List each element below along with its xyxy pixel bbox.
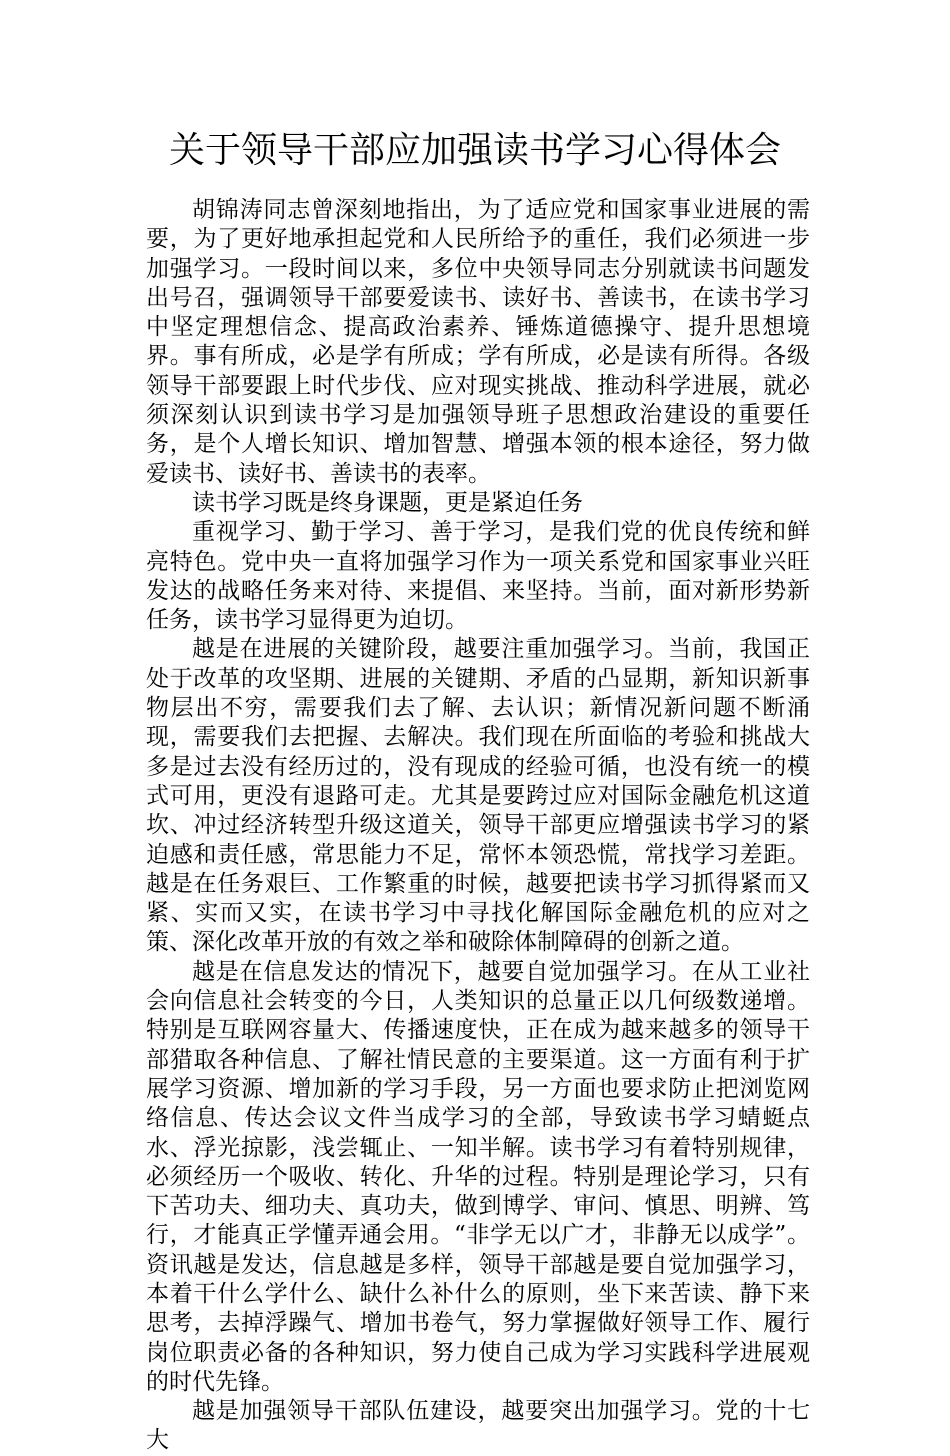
paragraph-key-stage: 越是在进展的关键阶段，越要注重加强学习。当前，我国正处于改革的攻坚期、进展的关键期、矛盾的凸显期，新知识新事物层出不穷，需要我们去了解、去认识；新情况新问题不断涌现，需要我们去把握、去解决。我们现在所面临的考验和挑战大多是过去没有经历过的，没有现成的经验可循，也没有统一的模式可用，更没有退路可走。尤其是要跨过应对国际金融危机这道坎、冲过经济转型升级这道关，领导干部更应增强读书学习的紧迫感和责任感，常思能力不足，常怀本领恐慌，常找学习差距。越是在任务艰巨、工作繁重的时候，越要把读书学习抓得紧而又紧、实而又实，在读书学习中寻找化解国际金融危机的应对之策、深化改革开放的有效之举和破除体制障碍的创新之道。 xyxy=(146,636,810,956)
document-body xyxy=(146,196,810,1456)
section-heading: 读书学习既是终身课题，更是紧迫任务 xyxy=(192,489,583,516)
paragraph-information-age: 越是在信息发达的情况下，越要自觉加强学习。在从工业社会向信息社会转变的今日，人类知识的总量正以几何级数递增。特别是互联网容量大、传播速度快，正在成为越来越多的领导干部猎取各种信息、了解社情民意的主要渠道。这一方面有利于扩展学习资源、增加新的学习手段，另一方面也要求防止把浏览网络信息、传达会议文件当成学习的全部，导致读书学习蜻蜓点水、浮光掠影，浅尝辄止、一知半解。读书学习有着特别规律，必须经历一个吸收、转化、升华的过程。特别是理论学习，只有下苦功夫、细功夫、真功夫，做到博学、审问、慎思、明辨、笃行，才能真正学懂弄通会用。“非学无以广才，非静无以成学”。资讯越是发达，信息越是多样，领导干部越是要自觉加强学习，本着干什么学什么、缺什么补什么的原则，坐下来苦读、静下来思考，去掉浮躁气、增加书卷气，努力掌握做好领导工作、履行岗位职责必备的各种知识，努力使自己成为学习实践科学进展观的时代先锋。 xyxy=(146,958,810,1395)
paragraph-tradition: 重视学习、勤于学习、善于学习，是我们党的优良传统和鲜亮特色。党中央一直将加强学习作为一项关系党和国家事业兴旺发达的战略任务来对待、来提倡、来坚持。当前，面对新形势新任务，读书学习显得更为迫切。 xyxy=(146,519,810,634)
paragraph-intro: 胡锦涛同志曾深刻地指出，为了适应党和国家事业进展的需要，为了更好地承担起党和人民所给予的重任，我们必须进一步加强学习。一段时间以来，多位中央领导同志分别就读书问题发出号召，强调领导干部要爱读书、读好书、善读书，在读书学习中坚定理想信念、提高政治素养、锤炼道德操守、提升思想境界。事有所成，必是学有所成；学有所成，必是读有所得。各级领导干部要跟上时代步伐、应对现实挑战、推动科学进展，就必须深刻认识到读书学习是加强领导班子思想政治建设的重要任务，是个人增长知识、增加智慧、增强本领的根本途径，努力做爱读书、读好书、善读书的表率。 xyxy=(146,197,810,487)
document-title: 关于领导干部应加强读书学习心得体会 xyxy=(168,130,781,171)
paragraph-cadre-building: 越是加强领导干部队伍建设，越要突出加强学习。党的十七大 xyxy=(146,1398,810,1454)
